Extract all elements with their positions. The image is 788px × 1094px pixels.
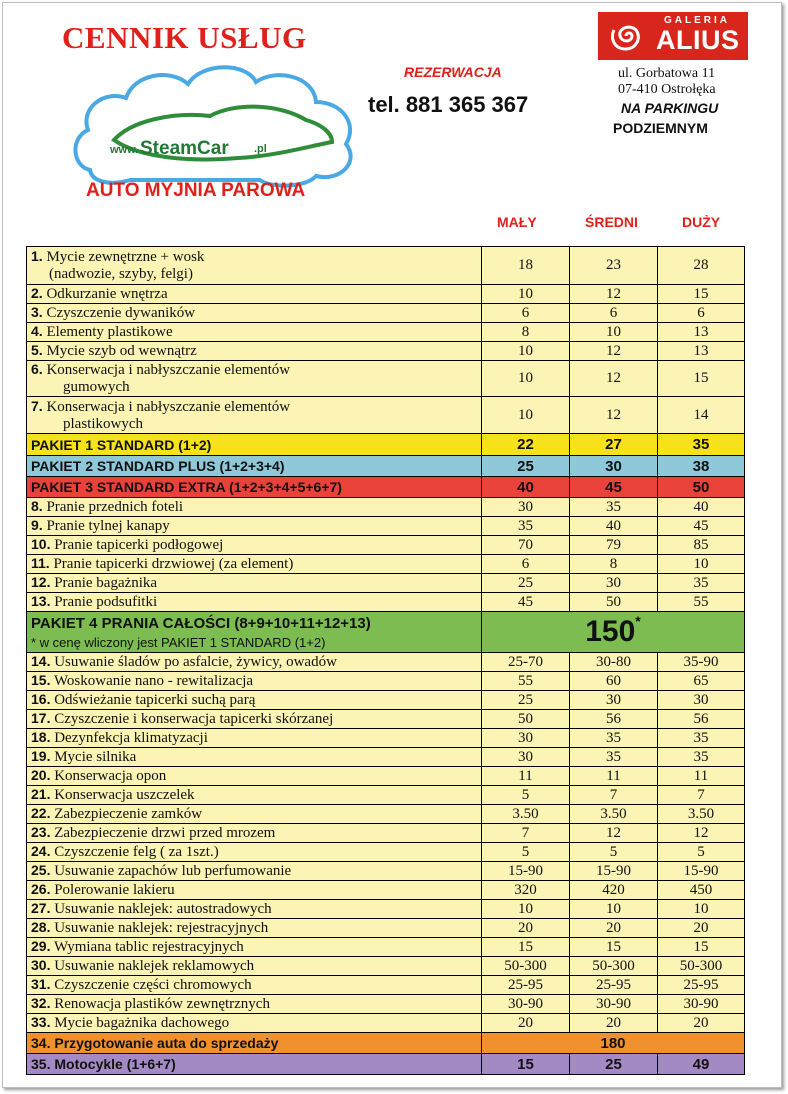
table-row [27, 957, 745, 976]
price-large: 55 [658, 593, 745, 612]
service-name [27, 862, 482, 881]
service-name [27, 824, 482, 843]
service-label: Pranie tylnej kanapy [46, 518, 170, 534]
service-number: 10. [31, 536, 51, 552]
price-medium: 35 [570, 498, 658, 517]
table-row [27, 691, 745, 710]
price-small: 25 [482, 691, 570, 710]
service-label: Czyszczenie i konserwacja tapicerki skórzanej [54, 711, 334, 727]
service-number: 23. [31, 824, 51, 840]
price-small: 15 [482, 938, 570, 957]
service-number: 35. [31, 1056, 51, 1072]
phone-number: tel. 881 365 367 [368, 92, 529, 117]
service-name [27, 900, 482, 919]
service-number: 3. [31, 304, 43, 320]
price-medium: 12 [570, 397, 658, 434]
service-label: Odświeżanie tapicerki suchą parą [54, 692, 256, 708]
package-row-4 [27, 612, 745, 653]
price-large: 50 [658, 477, 745, 498]
price-medium: 30 [570, 691, 658, 710]
price-medium: 27 [570, 434, 658, 456]
price-medium: 11 [570, 767, 658, 786]
service-label: Pranie przednich foteli [46, 499, 184, 515]
svg-text:SteamCar: SteamCar [140, 138, 229, 159]
service-name [27, 574, 482, 593]
service-name [27, 247, 482, 285]
price-large: 7 [658, 786, 745, 805]
service-label: Czyszczenie dywaników [46, 305, 196, 321]
service-label: Konserwacja i nabłyszczanie elementów [46, 398, 291, 415]
service-name [27, 938, 482, 957]
price-small: 7 [482, 824, 570, 843]
price-large: 15 [658, 938, 745, 957]
table-row [27, 517, 745, 536]
service-number: 8. [31, 498, 43, 514]
price-medium: 12 [570, 824, 658, 843]
price-small: 6 [482, 555, 570, 574]
service-number: 29. [31, 938, 51, 954]
service-name [27, 881, 482, 900]
price-large: 40 [658, 498, 745, 517]
service-number: 4. [31, 323, 43, 339]
price-medium: 45 [570, 477, 658, 498]
price-flat: 180 [482, 1033, 745, 1054]
package-row-3 [27, 477, 745, 498]
table-row [27, 805, 745, 824]
service-number: 13. [31, 593, 51, 609]
table-row [27, 729, 745, 748]
service-number: 20. [31, 767, 51, 783]
service-name [27, 748, 482, 767]
service-name [27, 593, 482, 612]
service-number: 15. [31, 672, 51, 688]
service-label-continued: plastikowych [63, 415, 143, 432]
table-row [27, 672, 745, 691]
service-label: Mycie szyb od wewnątrz [46, 343, 197, 359]
service-number: 16. [31, 691, 51, 707]
price-medium: 15 [570, 938, 658, 957]
service-number: 34. [31, 1035, 51, 1051]
service-label: Usuwanie naklejek: rejestracyjnych [54, 920, 269, 936]
price-small: 3.50 [482, 805, 570, 824]
price-small: 30 [482, 498, 570, 517]
service-name [27, 536, 482, 555]
service-number: 11. [31, 555, 50, 571]
price-large: 13 [658, 323, 745, 342]
price-medium: 6 [570, 304, 658, 323]
service-name [27, 691, 482, 710]
price-small: 45 [482, 593, 570, 612]
price-large: 14 [658, 397, 745, 434]
price-large: 450 [658, 881, 745, 900]
service-name [27, 285, 482, 304]
service-label: Wymiana tablic rejestracyjnych [53, 939, 244, 955]
service-name [27, 805, 482, 824]
service-label: Pranie tapicerki podłogowej [54, 537, 224, 553]
service-number: 19. [31, 748, 51, 764]
page-subtitle: AUTO MYJNIA PAROWA [86, 180, 306, 201]
service-name [27, 1033, 482, 1054]
service-label: Usuwanie zapachów lub perfumowanie [54, 863, 292, 879]
service-label: Czyszczenie felg ( za 1szt.) [54, 844, 219, 860]
service-number: 21. [31, 786, 51, 802]
price-small: 10 [482, 397, 570, 434]
service-name [27, 342, 482, 361]
parking-line-1: NA PARKINGU [621, 100, 719, 116]
service-label: Usuwanie naklejek reklamowych [54, 958, 255, 974]
service-number: 6. [31, 361, 43, 377]
column-header-large: DUŻY [682, 214, 721, 230]
table-row [27, 247, 745, 285]
service-name [27, 957, 482, 976]
service-label: Czyszczenie części chromowych [54, 977, 252, 993]
service-name [27, 919, 482, 938]
price-small: 8 [482, 323, 570, 342]
price-medium: 50 [570, 593, 658, 612]
price-large: 3.50 [658, 805, 745, 824]
price-small: 20 [482, 919, 570, 938]
price-medium: 12 [570, 361, 658, 397]
table-row-motorcycles [27, 1054, 745, 1075]
price-medium: 10 [570, 900, 658, 919]
service-number: 2. [31, 285, 43, 301]
price-large: 11 [658, 767, 745, 786]
price-small: 20 [482, 1014, 570, 1033]
service-number: 1. [31, 248, 43, 264]
price-small: 35 [482, 517, 570, 536]
price-medium: 30 [570, 456, 658, 477]
service-name [27, 1014, 482, 1033]
price-large: 10 [658, 900, 745, 919]
price-medium: 23 [570, 247, 658, 285]
table-row [27, 824, 745, 843]
swirl-icon [606, 18, 646, 54]
price-medium: 30 [570, 574, 658, 593]
price-table [26, 246, 745, 1075]
price-small: 22 [482, 434, 570, 456]
table-row [27, 285, 745, 304]
service-number: 31. [31, 976, 51, 992]
logo-galeria-text: GALERIA [664, 15, 730, 26]
svg-text:www.: www. [110, 144, 139, 156]
price-large: 20 [658, 1014, 745, 1033]
service-number: 18. [31, 729, 51, 745]
reservation-label: REZERWACJA [404, 64, 502, 80]
table-row [27, 498, 745, 517]
service-label: Dezynfekcja klimatyzacji [54, 730, 208, 746]
price-medium: 8 [570, 555, 658, 574]
service-name [27, 498, 482, 517]
price-large: 15 [658, 285, 745, 304]
galeria-alius-logo [598, 12, 748, 60]
price-small: 10 [482, 285, 570, 304]
service-name [27, 995, 482, 1014]
price-large: 15-90 [658, 862, 745, 881]
service-number: 25. [31, 862, 51, 878]
price-medium: 420 [570, 881, 658, 900]
price-large: 10 [658, 555, 745, 574]
package-row-2 [27, 456, 745, 477]
price-medium: 5 [570, 843, 658, 862]
page-title: CENNIK USŁUG [62, 20, 307, 55]
price-medium: 20 [570, 919, 658, 938]
service-name [27, 976, 482, 995]
price-large: 35 [658, 574, 745, 593]
table-row [27, 593, 745, 612]
service-number: 17. [31, 710, 51, 726]
service-number: 22. [31, 805, 51, 821]
price-small: 25-95 [482, 976, 570, 995]
service-label-continued: (nadwozie, szyby, felgi) [49, 266, 193, 282]
package-4-price: 150 [585, 615, 636, 648]
service-number: 26. [31, 881, 51, 897]
price-medium: 25 [570, 1054, 658, 1075]
package-4-note: * w cenę wliczony jest PAKIET 1 STANDARD (1+2) [31, 634, 326, 650]
table-row [27, 555, 745, 574]
service-label: Mycie bagażnika dachowego [54, 1015, 230, 1031]
service-label: Elementy plastikowe [46, 324, 173, 340]
service-name [27, 672, 482, 691]
service-number: 33. [31, 1014, 51, 1030]
price-small: 40 [482, 477, 570, 498]
price-large: 12 [658, 824, 745, 843]
table-row [27, 653, 745, 672]
price-small: 30-90 [482, 995, 570, 1014]
table-row [27, 881, 745, 900]
price-small: 10 [482, 342, 570, 361]
service-name [27, 323, 482, 342]
service-number: 9. [31, 517, 43, 533]
price-large: 35 [658, 434, 745, 456]
price-medium: 10 [570, 323, 658, 342]
table-row [27, 361, 745, 397]
price-small: 70 [482, 536, 570, 555]
price-small: 30 [482, 748, 570, 767]
service-number: 32. [31, 995, 51, 1011]
table-row [27, 323, 745, 342]
price-large: 28 [658, 247, 745, 285]
table-row [27, 574, 745, 593]
service-number: 12. [31, 574, 51, 590]
table-row [27, 748, 745, 767]
price-small: 25 [482, 574, 570, 593]
price-large: 15 [658, 361, 745, 397]
service-label: Konserwacja opon [54, 768, 167, 784]
price-small: 50-300 [482, 957, 570, 976]
service-name [27, 304, 482, 323]
price-small: 15-90 [482, 862, 570, 881]
table-row [27, 919, 745, 938]
price-medium: 56 [570, 710, 658, 729]
price-medium: 35 [570, 748, 658, 767]
service-label: Motocykle (1+6+7) [54, 1056, 176, 1072]
service-number: 28. [31, 919, 51, 935]
price-small: 10 [482, 361, 570, 397]
package-name: PAKIET 1 STANDARD (1+2) [27, 434, 482, 456]
price-small: 50 [482, 710, 570, 729]
price-large: 13 [658, 342, 745, 361]
price-small: 18 [482, 247, 570, 285]
price-medium: 12 [570, 285, 658, 304]
price-medium: 20 [570, 1014, 658, 1033]
price-medium: 79 [570, 536, 658, 555]
table-row [27, 843, 745, 862]
service-name [27, 397, 482, 434]
service-label: Mycie silnika [54, 749, 137, 765]
service-number: 14. [31, 653, 51, 669]
price-medium: 30-80 [570, 653, 658, 672]
logo-alius-text: ALIUS [656, 25, 740, 55]
table-row [27, 862, 745, 881]
address-city: 07-410 Ostrołęka [618, 82, 716, 97]
price-medium: 30-90 [570, 995, 658, 1014]
table-row [27, 995, 745, 1014]
service-number: 27. [31, 900, 51, 916]
service-name [27, 653, 482, 672]
price-large: 35-90 [658, 653, 745, 672]
table-row [27, 304, 745, 323]
price-large: 38 [658, 456, 745, 477]
package-4-title: PAKIET 4 PRANIA CAŁOŚCI (8+9+10+11+12+13) [31, 614, 371, 632]
price-medium: 40 [570, 517, 658, 536]
service-label: Pranie tapicerki drzwiowej (za element) [53, 556, 294, 572]
service-name [27, 1054, 482, 1075]
price-medium: 25-95 [570, 976, 658, 995]
table-row-sale-prep [27, 1033, 745, 1054]
package-name: PAKIET 2 STANDARD PLUS (1+2+3+4) [27, 456, 482, 477]
price-small: 320 [482, 881, 570, 900]
package-4-asterisk: * [635, 613, 641, 629]
service-name [27, 710, 482, 729]
price-large: 49 [658, 1054, 745, 1075]
price-large: 5 [658, 843, 745, 862]
price-large: 30-90 [658, 995, 745, 1014]
service-label: Mycie zewnętrzne + wosk [46, 249, 205, 265]
table-row [27, 1014, 745, 1033]
price-large: 30 [658, 691, 745, 710]
service-label: Woskowanie nano - rewitalizacja [53, 673, 254, 689]
service-name [27, 517, 482, 536]
table-row [27, 976, 745, 995]
service-number: 5. [31, 342, 43, 358]
package-row-1 [27, 434, 745, 456]
service-label: Pranie podsufitki [54, 594, 158, 610]
price-large: 6 [658, 304, 745, 323]
service-label: Konserwacja uszczelek [54, 787, 195, 803]
price-small: 10 [482, 900, 570, 919]
price-medium: 35 [570, 729, 658, 748]
price-medium: 7 [570, 786, 658, 805]
service-name [27, 767, 482, 786]
price-large: 45 [658, 517, 745, 536]
service-label: Usuwanie naklejek: autostradowych [54, 901, 272, 917]
service-label-continued: gumowych [63, 379, 130, 395]
price-small: 6 [482, 304, 570, 323]
package-name: PAKIET 3 STANDARD EXTRA (1+2+3+4+5+6+7) [27, 477, 482, 498]
price-large: 50-300 [658, 957, 745, 976]
price-small: 15 [482, 1054, 570, 1075]
column-header-small: MAŁY [497, 214, 537, 230]
service-label: Zabezpieczenie drzwi przed mrozem [54, 825, 276, 841]
table-row [27, 536, 745, 555]
service-name [27, 361, 482, 397]
price-medium: 3.50 [570, 805, 658, 824]
column-header-medium: ŚREDNI [585, 214, 638, 230]
price-large: 35 [658, 729, 745, 748]
service-label: Polerowanie lakieru [54, 882, 175, 898]
service-label: Konserwacja i nabłyszczanie elementów [46, 362, 291, 378]
price-small: 11 [482, 767, 570, 786]
price-small: 5 [482, 786, 570, 805]
price-large: 65 [658, 672, 745, 691]
price-medium: 12 [570, 342, 658, 361]
price-small: 55 [482, 672, 570, 691]
service-name [27, 843, 482, 862]
service-label: Usuwanie śladów po asfalcie, żywicy, owadów [54, 654, 337, 670]
price-small: 25-70 [482, 653, 570, 672]
price-small: 30 [482, 729, 570, 748]
table-row [27, 397, 745, 434]
price-large: 25-95 [658, 976, 745, 995]
price-small: 5 [482, 843, 570, 862]
package-4-price-cell [482, 612, 745, 653]
price-medium: 15-90 [570, 862, 658, 881]
svg-text:.pl: .pl [254, 143, 267, 155]
service-label: Przygotowanie auta do sprzedaży [54, 1035, 279, 1051]
address-street: ul. Gorbatowa 11 [618, 66, 716, 81]
price-large: 85 [658, 536, 745, 555]
service-label: Renowacja plastików zewnętrznych [54, 996, 270, 1012]
table-row [27, 938, 745, 957]
price-small: 25 [482, 456, 570, 477]
price-large: 56 [658, 710, 745, 729]
steamcar-logo [70, 58, 360, 188]
table-row [27, 786, 745, 805]
package-name [27, 612, 482, 653]
service-name [27, 729, 482, 748]
table-row [27, 710, 745, 729]
price-large: 20 [658, 919, 745, 938]
service-label: Odkurzanie wnętrza [46, 286, 168, 302]
table-row [27, 767, 745, 786]
table-row [27, 342, 745, 361]
price-medium: 50-300 [570, 957, 658, 976]
service-label: Zabezpieczenie zamków [54, 806, 203, 822]
price-large: 35 [658, 748, 745, 767]
table-row [27, 900, 745, 919]
service-name [27, 555, 482, 574]
price-medium: 60 [570, 672, 658, 691]
service-name [27, 786, 482, 805]
service-number: 24. [31, 843, 51, 859]
parking-line-2: PODZIEMNYM [613, 120, 708, 136]
service-number: 30. [31, 957, 51, 973]
service-number: 7. [31, 397, 43, 414]
service-label: Pranie bagażnika [54, 575, 158, 591]
